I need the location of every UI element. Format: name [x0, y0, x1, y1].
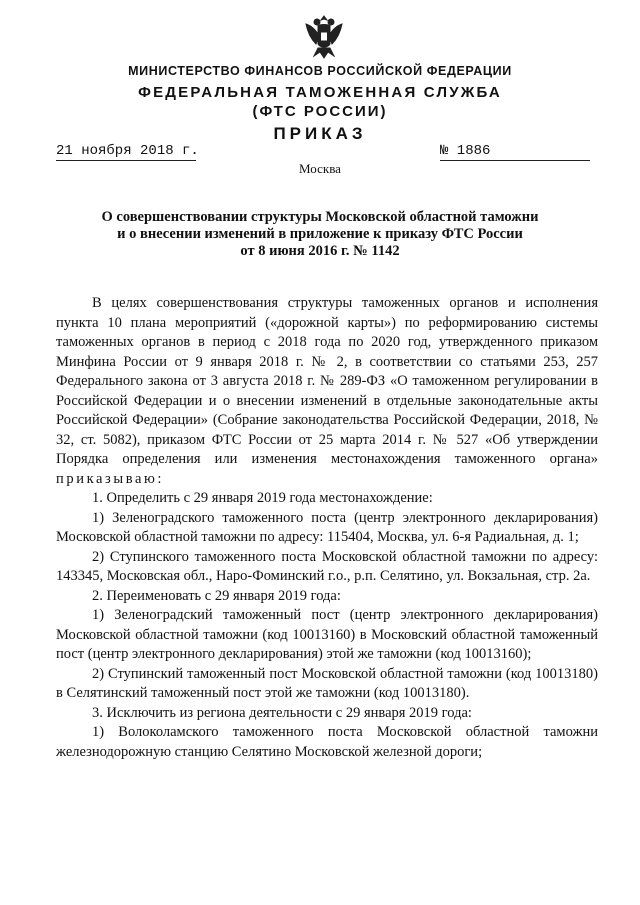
document-title	[60, 209, 580, 260]
title-line-3: от 8 июня 2016 г. № 1142	[240, 243, 400, 259]
item-3: 3. Исключить из региона деятельности с 29 января 2019 года:	[92, 704, 472, 721]
item-1-1: 1) Зеленоградского таможенного поста (центр электронного декларирования) Московской областной таможни по адресу: 115404, Москва, ул. 6-я Радиальная, д. 1;	[56, 509, 598, 545]
item-2: 2. Переименовать с 29 января 2019 года:	[92, 587, 341, 604]
coat-of-arms-icon	[302, 10, 346, 62]
title-line-2: и о внесении изменений в приложение к приказу ФТС России	[117, 226, 523, 242]
document-body	[56, 294, 598, 762]
order-word: приказываю:	[56, 470, 165, 487]
item-1-2: 2) Ступинского таможенного поста Московской областной таможни по адресу: 143345, Московская обл., Наро-Фоминский г.о., р.п. Селятино, ул. Вокзальная, стр. 2а.	[56, 548, 598, 584]
preamble-text: В целях совершенствования структуры таможенных органов и исполнения пункта 10 плана мероприятий («дорожной карты») по реформированию системы таможенных органов в период с 2018 года по 2020 год, утвержденного приказом Минфина России от 9 января 2018 г. № 2, в соответствии со статьями 253, 257 Федерального закона от 3 августа 2018 г. № 289-ФЗ «О таможенном регулировании в Российской Федерации и о внесении изменений в отдельные законодательные акты Российской Федерации» (Собрание законодательства Российской Федерации, 2018, № 32, ст. 5082), приказом ФТС России от 25 марта 2014 г. № 527 «Об утверждении Порядка определения или изменения местонахождения таможенного органа»	[56, 295, 598, 467]
service-name: ФЕДЕРАЛЬНАЯ ТАМОЖЕННАЯ СЛУЖБА	[138, 84, 502, 101]
order-city: Москва	[299, 161, 341, 176]
order-number: № 1886	[440, 143, 590, 161]
order-date: 21 ноября 2018 г.	[56, 143, 199, 159]
item-2-2: 2) Ступинский таможенный пост Московской областной таможни (код 10013180) в Селятинский таможенный пост этой же таможни (код 10013180).	[56, 665, 598, 701]
document-type: ПРИКАЗ	[273, 124, 367, 143]
item-1: 1. Определить с 29 января 2019 года местонахождение:	[92, 490, 433, 506]
preamble-paragraph	[56, 294, 598, 489]
item-3-1: 1) Волоколамского таможенного поста Московской областной таможни железнодорожную станцию Селятино Московской железной дороги;	[56, 724, 598, 760]
item-2-1: 1) Зеленоградский таможенный пост (центр электронного декларирования) Московской областной таможни (код 10013160) в Московский областной таможенный пост (центр электронного декларирования) этой же таможни (код 10013160);	[56, 607, 598, 662]
title-line-1: О совершенствовании структуры Московской областной таможни	[101, 209, 539, 225]
service-short-name: (ФТС РОССИИ)	[252, 103, 388, 120]
ministry-name: МИНИСТЕРСТВО ФИНАНСОВ РОССИЙСКОЙ ФЕДЕРАЦИИ	[128, 64, 512, 78]
